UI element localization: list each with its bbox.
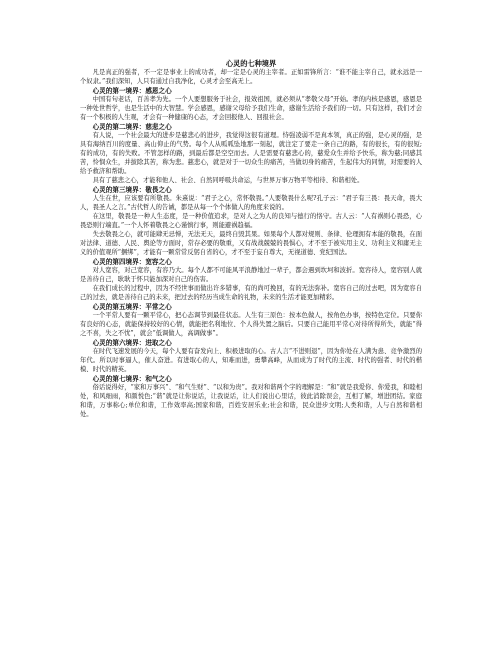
section-2 (80, 123, 422, 186)
intro-paragraph: 凡是真正的强者，不一定是事业上的成功者，却一定是心灵的主宰者。正如雷锋所言：“谁不能主宰自己，就永远是一个奴隶。”我们深知，人只有通过自我净化，心灵才会至高无上。 (80, 69, 422, 85)
section-heading: 心灵的第四境界：宽容之心 (92, 257, 172, 266)
section-5 (80, 303, 422, 339)
section-heading: 心灵的第六境界：进取之心 (92, 338, 172, 347)
section-heading: 心灵的第七境界：和气之心 (92, 374, 172, 383)
section-paragraph: 具有了慈悲之心，才能和他人、社会、自然同呼吸共命运，与世界万事万物平等相待、和谐相处。 (92, 176, 364, 184)
section-heading: 心灵的第二境界：慈悲之心 (92, 122, 172, 131)
section-paragraph: 俗话说得好，“家和万事兴”、“和气生财”、“以和为贵”。我对和谐两个字的理解是：“和”就是我爱你、你爱我，和睦相处，和风细雨，和颜悦色;“谐”就是让你说话，让我说话，让人们说出心里话，彼此消除误会，互相了解，增进团结。家庭和谐，万事称心;单位和谐，工作效率高;国家和谐，百姓安居乐业;社会和谐，民众进步文明;人类和谐，人与自然和谐相处。 (80, 384, 422, 418)
section-4 (80, 258, 422, 303)
document-title: 心灵的七种境界 (225, 59, 277, 68)
intro-block (80, 69, 422, 87)
section-paragraph: 在我们成长的过程中，因为不经世事而做出许多错事，有的尚可挽回，有的无法弥补。宽容自己的过去吧，因为宽容自己的过去，就是善待自己的未来，把过去的经历当成生命的礼物，未来的生活才能更加精彩。 (80, 284, 422, 301)
section-paragraph: 在这里，敬畏是一种人生态度，是一种价值追求，是对人之为人的良知与德行的恪守。古人云：“人有祸则心畏恐，心畏恐则行端直。”一个人怀着敬畏之心谨慎行事，则能避祸趋福。 (80, 213, 422, 229)
section-paragraph: 一个平常人要有一颗平常心，把心态调节到最佳状态。人生有三原色：按本色做人，按角色办事，按特色定位。只要你有良好的心态，就能保持较好的心情，就能把名利地位、个人得失置之脑后。只要自己能用平常心对待所得所失，就能“得之不喜，失之不忧”，就会“低调做人，高调做事”。 (80, 311, 422, 337)
section-paragraph: 失去敬畏之心，就可能肆无忌惮，无法无天，最终自毁其果。如果每个人都对规则、条律、伦理拥有本能的敬畏，在面对法律、道德、人民、舆论等方面时，常存必要的敬重，又有战战兢兢的畏惧心，才不至于被实用主义、功利主义和庸无主义的价值观所“捆绑”，才能有一颗常常反躬自省的心，才不至于妄自尊大，无视道德、党纪国法。 (80, 230, 422, 256)
section-paragraph: 中国有句老话，百善孝为先。一个人要想服务于社会，报效祖国，就必须从“孝敬父母”开始。孝的内核是感恩，感恩是一种处世哲学，也是生活中的大智慧。学会感恩，感谢父母给予我们生命，感谢生活给予我们的一切。只有这样，我们才会有一个积极的人生观，才会有一种健康的心态，才会回报他人、回报社会。 (80, 96, 422, 122)
section-paragraph: 在时代飞速发展的今天，每个人要有奋发向上、积极进取的心。古人言“不进则退”，因为你处在人满为患、竞争激烈的年代。所以时事逼人，催人奋进。有进取心的人，知难而进，勇攀高峰，从而成为了时代的主流、时代的强者、时代的楷模、时代的精英。 (80, 348, 422, 373)
section-paragraph: 有人说，一个社会最大的进步是慈悲心的进步，我觉得这很有道理。恃强凌弱不是真本领，真正的强，是心灵的强，是具有海纳百川的度量、高山仰止的气势。每个人从呱呱坠地那一刻起，就注定了要走一条自己的路，有的很长，有的很短;有的成功，有的失败。不管怎样的路，到最后都是空空而去。人是需要有慈悲心的，慈爱众生并给予快乐，称为慈;同感其苦，怜悯众生，并拔除其苦，称为悲。慈悲心，就是对于一切众生的痛苦，当做切身的痛苦，生起伟大的同情，对需要的人给予救济和帮助。 (80, 132, 422, 175)
section-7 (80, 375, 422, 420)
section-paragraph: 人生在世，应该要有所敬畏。朱熹说：“君子之心，常怀敬畏。”人要敬畏什么呢?孔子云：“君子有三畏：畏天命，畏大人，畏圣人之言。”古代哲人的告诫，都是从每一个个体做人的角度来说的。 (80, 195, 422, 212)
section-heading: 心灵的第一境界：感恩之心 (92, 86, 172, 95)
section-3 (80, 186, 422, 258)
section-1 (80, 87, 422, 123)
section-paragraph: 对人宽容，对己宽容，有容乃大。每个人都不可能风平浪静地过一辈子，都会遇到坎坷和波折。宽容待人，宽容别人就是善待自己，耿耿于怀只能加深对自己的伤害。 (80, 266, 422, 283)
section-6 (80, 339, 422, 375)
section-heading: 心灵的第三境界：敬畏之心 (92, 185, 172, 194)
section-heading: 心灵的第五境界：平常之心 (92, 302, 172, 311)
